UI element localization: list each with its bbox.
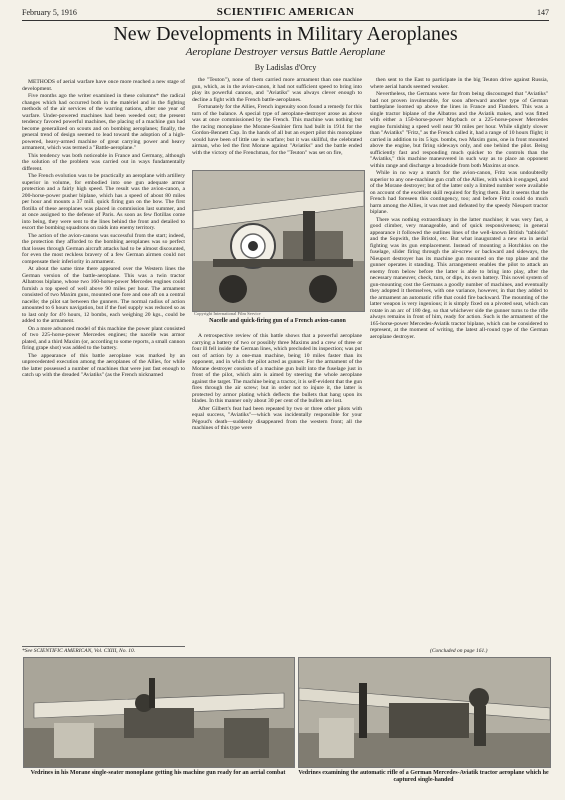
paragraph: then sent to the East to participate in the big Teuton drive against Russia, where aerial hands seemed weaker.: [370, 77, 548, 90]
paragraph: While in no way a match for the avion-canon, Fritz was undoubtedly superior to any one-machine gun craft of the Allies, with which it engaged, and of the Morane destroyer; but of the latter only a limited number were available on account of the excellent skill required for flying them. But it seems that the French had foreseen this contingency, too; and before Fritz could do much harm among the Allies, it was met and defeated by the speedy Nieuport tractor biplane.: [370, 170, 548, 215]
paragraph: The appearance of this battle aeroplane was marked by an unprecedented execution among the aeroplanes of the Allies, for while the latter possessed a number of machines that were just fast enough to catch up with the dreaded "Aviatiks" (as the French nicknamed: [22, 352, 185, 378]
running-header: [22, 6, 549, 20]
column-2-top: [192, 77, 362, 167]
paragraph: Fortunately for the Allies, French ingenuity soon found a remedy for this turn of the balance. A special type of aeroplane-destroyer arose as above was at once commissioned by the French. This machine was nothing but the racing monoplane the Morane-Saulnier firm had built in 1914 for the Gordon-Bennett Cup. In the hands of all but an expert pilot this monoplane would have been of little use in warfare; but it was skillful, the celebrated airman, who led the first Morane against "Aviatiks" and the battle ended with the victory of the Frenchman, for the "Teuton" was set on fire,: [192, 104, 362, 156]
column-2-bottom: [192, 333, 362, 653]
paragraph: At about the same time there appeared over the Western lines the German version of the battle-aeroplane. This was a twin tractor Albatross biplane, whose two 160-horse-power Mercedes engines could furnish a top speed of well above 90 miles per hour. The armament consisted of two Maxim guns, mounted one fore and one aft on a central nacelle; the pilot sat between the gunners. The normal radius of action amounted to 6 hours navigation, but if the fuel supply was reduced so as to last only for 4½ hours, 12 bombs, each weighing 20 kgs., could be added to the armament.: [22, 266, 185, 324]
paragraph: Nevertheless, the Germans were far from being discouraged that "Aviatiks" had not proven invulnerable, for soon afterward another type of German battleplane loomed up above the lines in France and Flanders. This was a single tractor biplane of the Albatros and the Aviatik makes, and was fitted with either a 150-horse-power Maybach or a 225-horse-power Mercedes engine furnishing a speed well near 90 miles per hour. While slightly slower than "Aviatiks" "Fritz," as the French called it, had a range of 10 hours flight; it carried in addition to its 5 kgs. bombs, two Maxim guns, one in front mounted above the engine, but firing sideways only, and one behind the pilot. Being sufficiently fast and responding much quicker to the controls than the "Aviatiks," this machine maneuvered in such way as to place an opponent within range and discharge a broadside from both Maxims at once.: [370, 91, 548, 169]
paragraph: METHODS of aerial warfare have once more reached a new stage of development.: [22, 79, 185, 92]
caption-aviatik: Vedrines examining the automatic rifle of a German Mercedes-Aviatik tractor aeroplane which he captured single-handed: [298, 770, 549, 783]
article-byline: By Ladislas d'Orcy: [254, 63, 317, 72]
caption-morane: Vedrines in his Morane single-seater monoplane getting his machine gun ready for an aerial combat: [30, 770, 286, 776]
continued-note: (Concluded on page 161.): [430, 648, 488, 654]
paragraph: After Gilbert's feat had been repeated by two or three other pilots with equal success, "Aviatiks"—which was incidentally responsible for your Pégoud's death—suddenly disappeared from the western front; all the machines of this type were: [192, 405, 362, 431]
paragraph: The action of the avion-canons was successful from the start; indeed, the protection they afforded to the bombing aeroplanes was so perfect that losses through German aircraft attacks had to be almost discounted, for even the most reckless bravery of a few German airmen could not compensate their inferiority in armament.: [22, 232, 185, 265]
article-subtitle: Aeroplane Destroyer versus Battle Aeroplane: [185, 46, 386, 58]
paragraph: On a more advanced model of this machine the power plant consisted of two 225-horse-power Mercedes engines; the nacelle was armor plated, and a third Maxim (or, according to some reports, a small cannon firing grape shot) was added to the battery.: [22, 325, 185, 351]
article-title: New Developments in Military Aeroplanes: [113, 23, 458, 45]
caption-avion-canon: Nacelle and quick-firing gun of a French avion-canon: [209, 318, 346, 324]
paragraph: This tendency was both noticeable in France and Germany, although the solution of the problem was carried out in ways fundamentally different.: [22, 152, 185, 172]
paragraph: Five months ago the writer examined in these columns* the radical changes which had occurred both in the matériel and in the fighting methods of the air services of the warring nations, after one year of warfare. Under-powered machines had been weeded out; the present tendency favored powerful machines, the placing of a machine gun had become generalized on scouts and on bombing aeroplanes; finally, the general trend of design seemed to lead toward the adoption of a high-powered, heavy-armed machine of great carrying power and heavy armament, which was termed a "Battle-aeroplane.": [22, 93, 185, 151]
footnote: *See SCIENTIFIC AMERICAN, Vol. CXIII, No. 10.: [22, 646, 185, 654]
paragraph: the "Teuton"), none of them carried more armament than one machine gun, which, as in the avion-canon, it had not sufficient speed to bring into play its powerful cannon, and "Aviatiks" was always clever enough to decline a fight with the French battle-aeroplanes.: [192, 77, 362, 103]
page-number: 147: [537, 8, 549, 17]
photo-aviatik-rifle: [298, 657, 551, 768]
header-rule: [22, 20, 549, 21]
issue-date: February 5, 1916: [22, 8, 77, 17]
photo-credit: Copyright International Film Service: [194, 311, 261, 316]
paragraph: A retrospective review of this battle shows that a powerful aeroplane carrying a battery of two or possibly three Maxims and a crew of three or four ill fell inside the German lines, which precluded its inspection; was put out of action by a one-man machine, being 10 miles faster than its opponent, and in which the pilot acted as gunner. For the armament of the Morane destroyer consists of a machine gun built into the fuselage just in front of the pilot, which aim is aimed by steering the whole aeroplane against the target. The machine being a tractor, it is self-evident that the gun fires through the air screw; but in order not to injure it, the latter is protected by armor plating which deflects the bullets that hang upon its blades. In this manner only about 30 per cent of the bullets are lost.: [192, 333, 362, 404]
column-3: [370, 77, 548, 655]
column-1: [22, 79, 185, 649]
paragraph: There was nothing extraordinary in the latter machine; it was very fast, a good climber, very manageable, and of quick responsiveness; in general appearance it followed the outlines lines of the well-known British "tabloids" and the Sopwith, the Bristol, etc. But what inaugurated a new era in aerial fighting was its gun emplacement. Instead of mounting a Hotchkiss on the fuselage, slider firing through the air-screw or backward and sideways, the Nieuport destroyer has its machine gun mounted on the top plane and the gunner operates it standing. This arrangement enables the pilot to attack an enemy from below before the latter is able to bring into play, after the necessary maneuver, check, turn, or dips, its own battery. This novel system of gun-mounting cost the Germans a goodly number of machines, and eventually they adopted it themselves, with one variance, however, in that they added to the armament an automatic rifle that could fire backward. The mounting of the latter weapon is very ingenious; it is simply fixed on a pivoted seat, which can rotate in an arc of 180 deg. so that whichever side the gunner turns to the rifle always remains in front of him, ready for action. Such is the armament of the 165-horse-power Mercedes-Aviatik tractor biplane, which can be considered to represent, at the moment of writing, the latest all-round type of the German aeroplane destroyer.: [370, 216, 548, 340]
photo-morane-monoplane: [23, 657, 295, 768]
paragraph: The French evolution was to be practically an aeroplane with artillery superior in volume, for embodied into one gun adequate armor protection and a fairly high speed. The result was the avion-canon, a 200-horse-power pusher biplane, which has a speed of about 80 miles per hour and mounts a 37 mill. quick firing gun on the bow. The first flotilla of these aeroplanes was placed in commission last summer, and at once assigned to the defense of Paris. As soon as few flotillas come into being, they were sent to the lines behind the front and detailed to escort the bombing squadrons on raids into enemy territory.: [22, 173, 185, 231]
photo-avion-canon: [192, 170, 365, 312]
masthead: SCIENTIFIC AMERICAN: [216, 6, 355, 18]
